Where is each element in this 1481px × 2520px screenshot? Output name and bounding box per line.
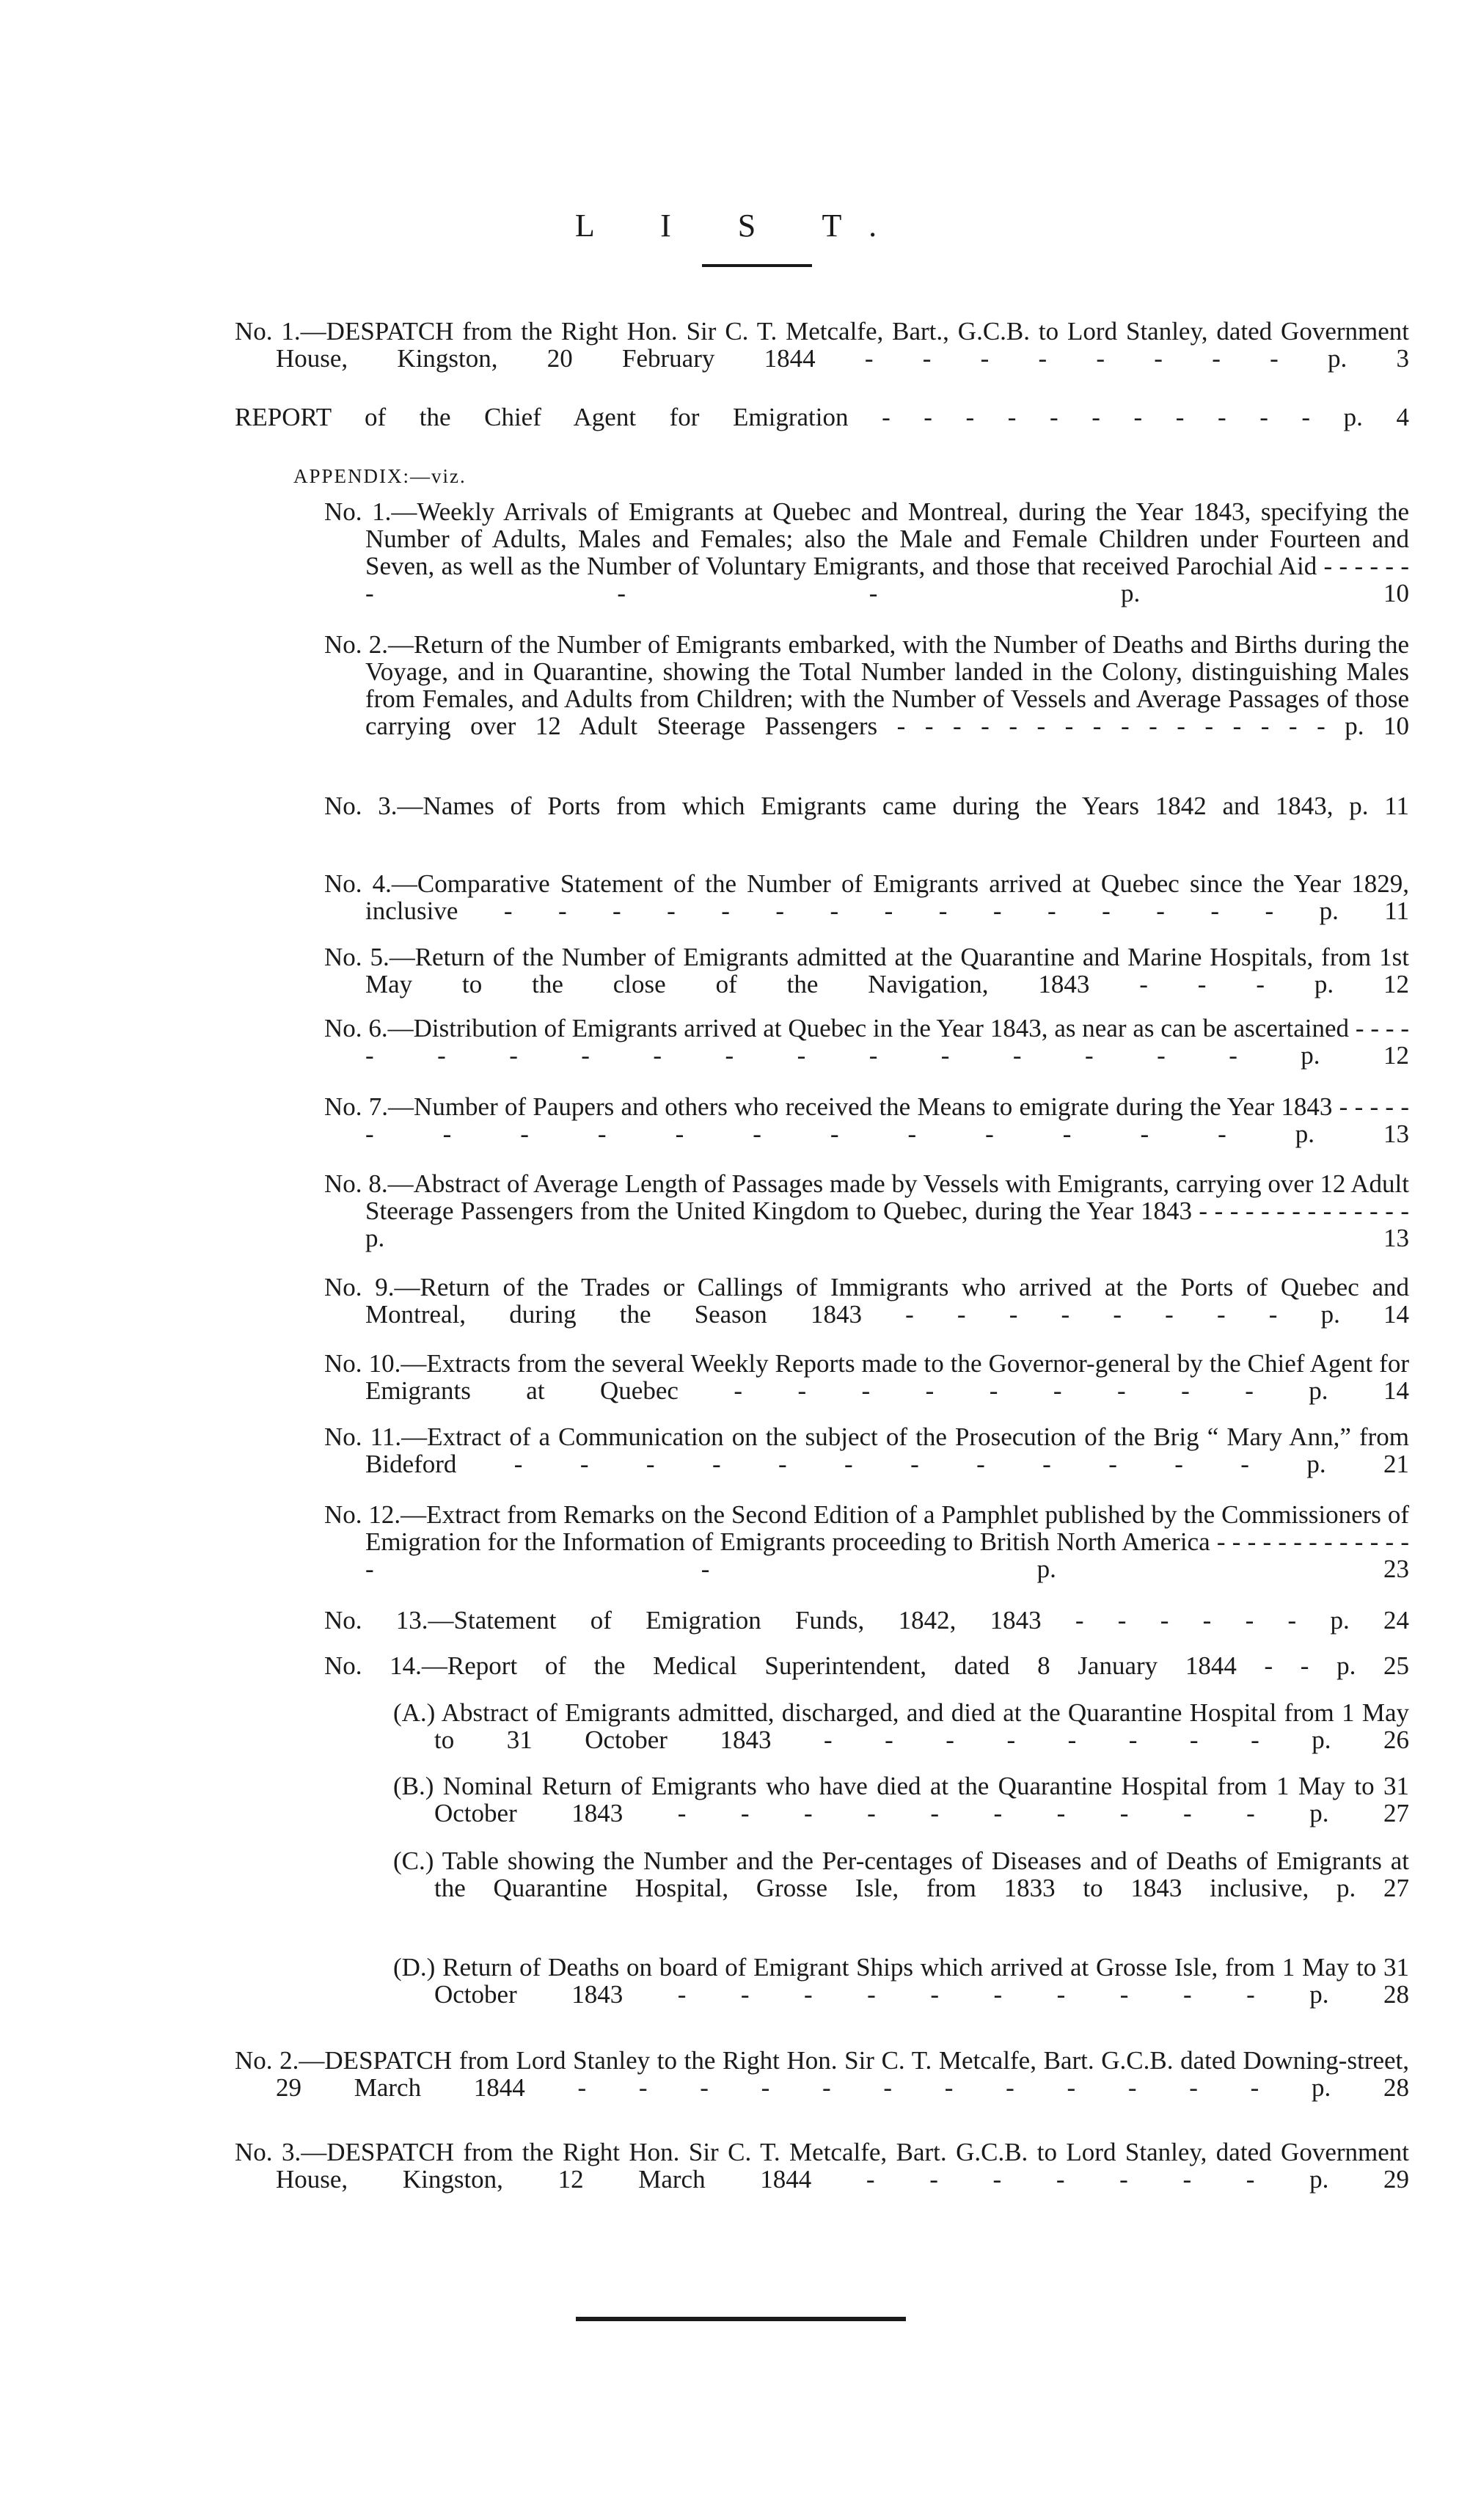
list-item: No. 5.—Return of the Number of Emigrants admitted at the Quarantine and Marine Hospitals, from 1st May to the close of the Navigation, 1843 - - - p. 12 bbox=[324, 943, 1409, 998]
title-rule bbox=[702, 264, 812, 267]
list-item: REPORT of the Chief Agent for Emigration - - - - - - - - - - - p. 4 bbox=[235, 403, 1409, 431]
list-item: No. 13.—Statement of Emigration Funds, 1842, 1843 - - - - - - p. 24 bbox=[324, 1606, 1409, 1635]
bottom-rule bbox=[576, 2317, 906, 2321]
list-item: No. 1.—DESPATCH from the Right Hon. Sir C. T. Metcalfe, Bart., G.C.B. to Lord Stanley, dated Government House, Kingston, 20 February 1844 - - - - - - - - p. 3 bbox=[235, 317, 1409, 373]
list-item: No. 2.—Return of the Number of Emigrants embarked, with the Number of Deaths and Births during the Voyage, and in Quarantine, showing the Total Number landed in the Colony, distinguishing Males from Females, and Adults from Children; with the Number of Vessels and Average Passages of those carrying over 12 Adult Steerage Passengers - - - - - - - - - - - - - - - - p. 10 bbox=[324, 630, 1409, 740]
page-title: L I S T. bbox=[574, 208, 907, 244]
list-item: No. 14.—Report of the Medical Superintendent, dated 8 January 1844 - - p. 25 bbox=[324, 1651, 1409, 1680]
list-item: No. 12.—Extract from Remarks on the Second Edition of a Pamphlet published by the Commissioners of Emigration for the Information of Emigrants proceeding to British North America - - - - - - - - - - - - - - - p. 23 bbox=[324, 1500, 1409, 1583]
list-item: No. 3.—Names of Ports from which Emigrants came during the Years 1842 and 1843, p. 11 bbox=[324, 792, 1409, 820]
list-item: (C.) Table showing the Number and the Per-centages of Diseases and of Deaths of Emigrants at the Quarantine Hospital, Grosse Isle, from 1833 to 1843 inclusive, p. 27 bbox=[393, 1847, 1409, 1902]
list-item: No. 3.—DESPATCH from the Right Hon. Sir C. T. Metcalfe, Bart. G.C.B. to Lord Stanley, dated Government House, Kingston, 12 March 1844 - - - - - - - p. 29 bbox=[235, 2138, 1409, 2194]
list-item: No. 7.—Number of Paupers and others who received the Means to emigrate during the Year 1843 - - - - - - - - - - - - - - - - - p. 13 bbox=[324, 1092, 1409, 1148]
list-item: No. 8.—Abstract of Average Length of Passages made by Vessels with Emigrants, carrying over 12 Adult Steerage Passengers from the United Kingdom to Quebec, during the Year 1843 - - - - - - - - - - - - - - p. 13 bbox=[324, 1169, 1409, 1252]
list-item: No. 11.—Extract of a Communication on the subject of the Prosecution of the Brig “ Mary Ann,” from Bideford - - - - - - - - - - - - p. 21 bbox=[324, 1422, 1409, 1478]
list-item: No. 6.—Distribution of Emigrants arrived at Quebec in the Year 1843, as near as can be ascertained - - - - - - - - - - - - - - - - - p. 12 bbox=[324, 1014, 1409, 1070]
list-item: (A.) Abstract of Emigrants admitted, discharged, and died at the Quarantine Hospital from 1 May to 31 October 1843 - - - - - - - - p. 26 bbox=[393, 1698, 1409, 1754]
list-item: No. 9.—Return of the Trades or Callings of Immigrants who arrived at the Ports of Quebec and Montreal, during the Season 1843 - - - - - - - - p. 14 bbox=[324, 1273, 1409, 1329]
list-item: No. 1.—Weekly Arrivals of Emigrants at Quebec and Montreal, during the Year 1843, specifying the Number of Adults, Males and Females; also the Male and Female Children under Fourteen and Seven, as well as the Number of Voluntary Emigrants, and those that received Parochial Aid - - - - - - - - - p. 10 bbox=[324, 497, 1409, 607]
list-item: No. 4.—Comparative Statement of the Number of Emigrants arrived at Quebec since the Year 1829, inclusive - - - - - - - - - - - - - - - p. 11 bbox=[324, 869, 1409, 925]
list-item: (D.) Return of Deaths on board of Emigrant Ships which arrived at Grosse Isle, from 1 May to 31 October 1843 - - - - - - - - - - p. 28 bbox=[393, 1953, 1409, 2009]
list-item: No. 10.—Extracts from the several Weekly Reports made to the Governor-general by the Chief Agent for Emigrants at Quebec - - - - - - - - - p. 14 bbox=[324, 1349, 1409, 1405]
appendix-label: APPENDIX:—viz. bbox=[293, 465, 467, 487]
list-item: (B.) Nominal Return of Emigrants who have died at the Quarantine Hospital from 1 May to 31 October 1843 - - - - - - - - - - p. 27 bbox=[393, 1772, 1409, 1827]
list-item: No. 2.—DESPATCH from Lord Stanley to the Right Hon. Sir C. T. Metcalfe, Bart. G.C.B. dated Downing-street, 29 March 1844 - - - - - - - - - - - - p. 28 bbox=[235, 2046, 1409, 2102]
